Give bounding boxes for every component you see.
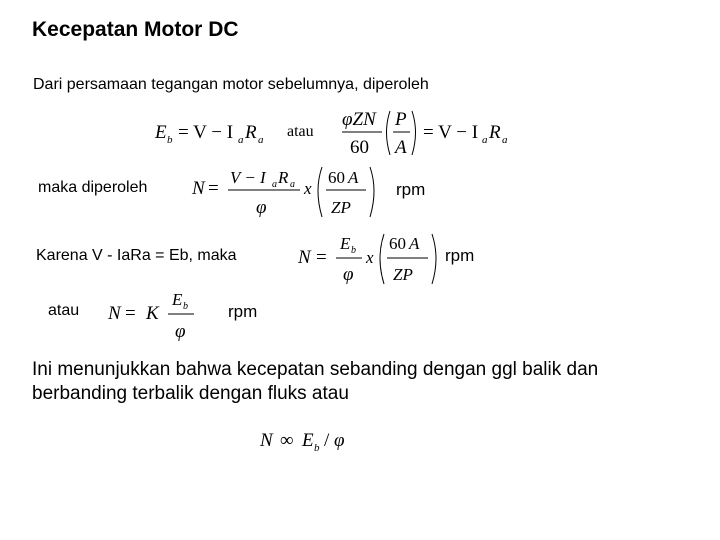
svg-text:R: R <box>278 168 289 187</box>
svg-text:φ: φ <box>343 264 354 285</box>
svg-text:E: E <box>340 234 351 253</box>
svg-text:R: R <box>245 122 257 143</box>
svg-text:/: / <box>324 430 330 451</box>
svg-text:A: A <box>348 168 359 187</box>
svg-text:∞: ∞ <box>280 430 294 451</box>
svg-text:ZP: ZP <box>393 265 413 284</box>
eq1-atau: atau <box>287 123 314 140</box>
svg-text:A: A <box>409 234 420 253</box>
rpm-label-1: rpm <box>396 180 426 199</box>
svg-text:φZN: φZN <box>342 109 376 130</box>
svg-text:=: = <box>316 247 327 268</box>
svg-text:60: 60 <box>350 137 369 158</box>
equation-emf <box>150 105 520 160</box>
svg-text:x: x <box>366 248 374 267</box>
svg-text:E: E <box>155 122 167 143</box>
karena-label: Karena V - IaRa = Eb, maka <box>36 247 237 264</box>
svg-text:N: N <box>298 247 311 268</box>
conclusion-text: Ini menunjukkan bahwa kecepatan sebanding dengan ggl balik dan berbanding terbalik dengan fluks atau <box>32 359 599 404</box>
svg-text:60: 60 <box>328 168 345 187</box>
svg-text:P: P <box>395 109 407 130</box>
svg-text:R: R <box>489 122 501 143</box>
equation-speed-2 <box>296 230 446 290</box>
svg-text:= V − I: = V − I <box>178 122 234 143</box>
svg-text:a: a <box>502 134 508 146</box>
svg-text:A: A <box>395 137 407 158</box>
svg-text:K: K <box>146 303 159 324</box>
svg-text:φ: φ <box>256 197 267 218</box>
svg-text:E: E <box>302 430 314 451</box>
equation-speed-1 <box>190 163 390 223</box>
svg-text:V − I: V − I <box>230 168 266 187</box>
slide-title: Kecepatan Motor DC <box>32 18 239 41</box>
svg-text:a: a <box>258 134 264 146</box>
rpm-label-3: rpm <box>228 302 258 321</box>
svg-text:φ: φ <box>334 430 345 451</box>
svg-text:60: 60 <box>389 234 406 253</box>
svg-text:a: a <box>290 179 295 190</box>
svg-text:b: b <box>351 245 356 256</box>
svg-text:a: a <box>238 134 244 146</box>
maka-label: maka diperoleh <box>38 179 148 196</box>
svg-text:b: b <box>183 301 188 312</box>
svg-text:a: a <box>272 179 277 190</box>
equation-proportional <box>258 424 368 454</box>
svg-text:b: b <box>314 442 320 454</box>
svg-text:=: = <box>208 178 219 199</box>
svg-text:ZP: ZP <box>331 198 351 217</box>
equation-speed-3 <box>106 286 206 346</box>
svg-text:=: = <box>125 303 136 324</box>
svg-text:= V − I: = V − I <box>423 122 479 143</box>
atau-label: atau <box>48 302 80 319</box>
rpm-label-2: rpm <box>445 246 475 265</box>
svg-text:b: b <box>167 134 173 146</box>
svg-text:N: N <box>192 178 205 199</box>
svg-text:a: a <box>482 134 488 146</box>
svg-text:φ: φ <box>175 321 186 342</box>
intro-text: Dari persamaan tegangan motor sebelumnya, diperoleh <box>33 76 429 93</box>
svg-text:N: N <box>108 303 121 324</box>
svg-text:N: N <box>260 430 273 451</box>
svg-text:E: E <box>172 290 183 309</box>
svg-text:x: x <box>304 179 312 198</box>
